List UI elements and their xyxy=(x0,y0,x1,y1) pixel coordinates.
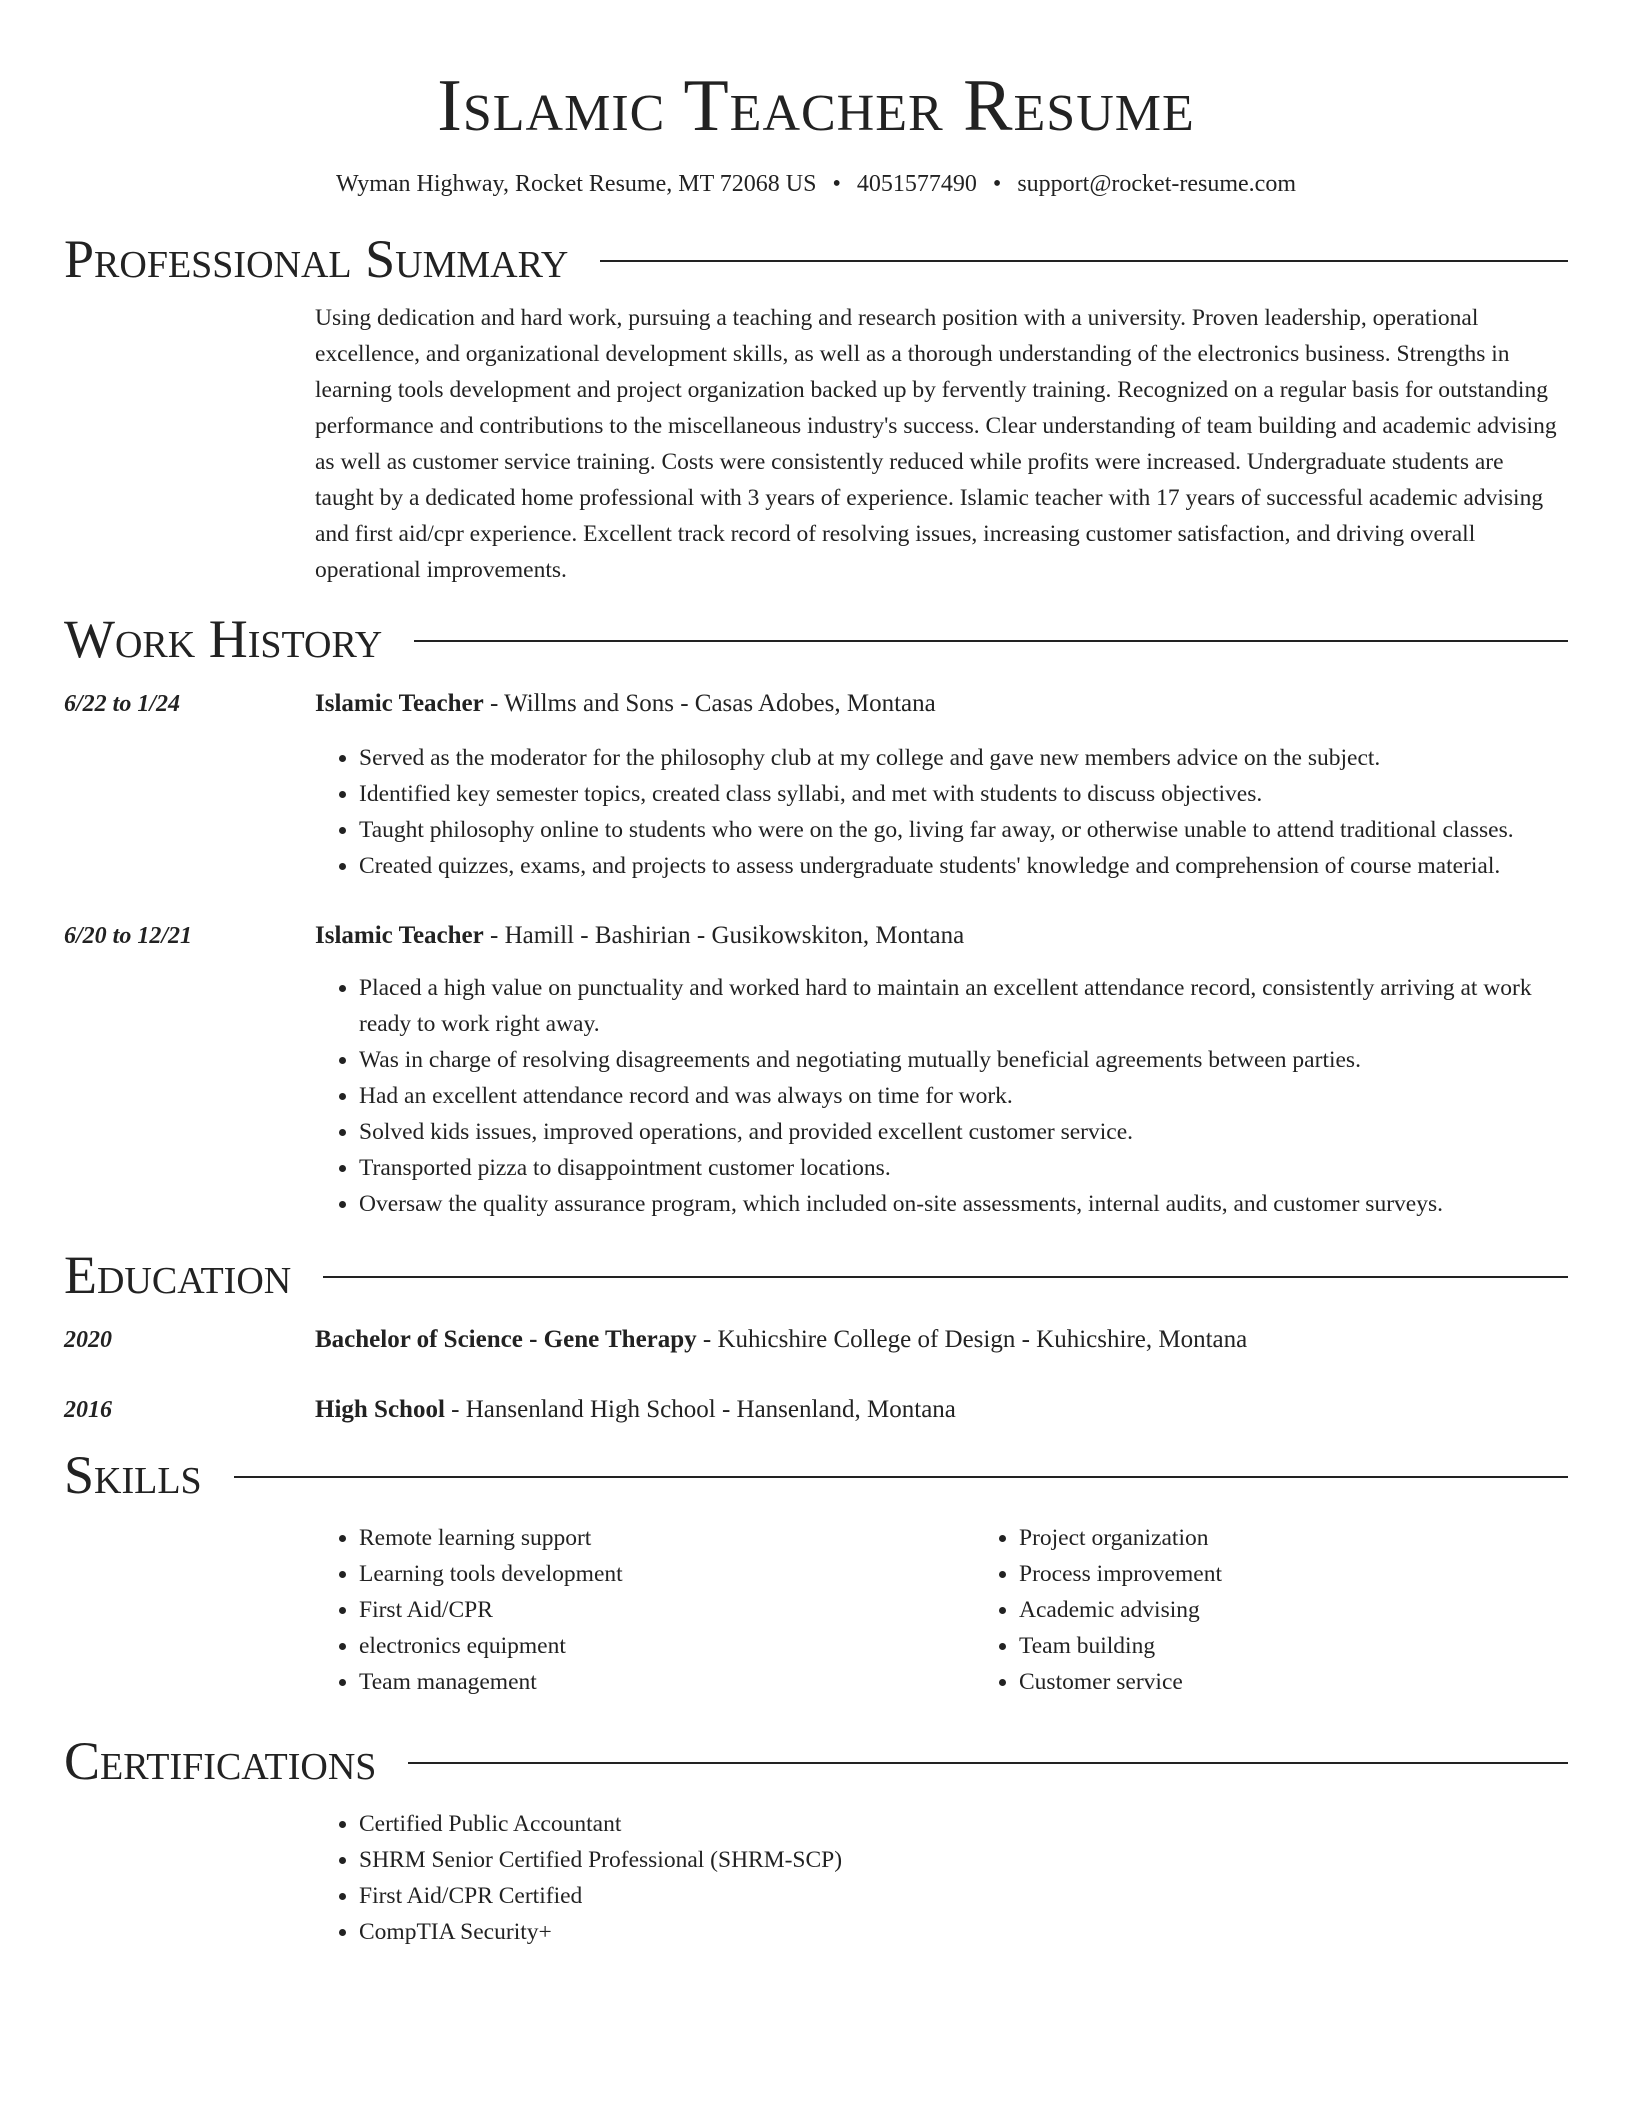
education-entry xyxy=(64,1392,1568,1428)
summary-row xyxy=(64,300,1568,588)
section-rule xyxy=(414,640,1568,642)
education-school: - Hansenland High School - Hansenland, Montana xyxy=(444,1396,956,1423)
summary-spacer xyxy=(64,300,315,588)
section-title-summary: Professional Summary xyxy=(64,229,569,289)
job-dates: 6/22 to 1/24 xyxy=(64,691,181,717)
job-bullet: • Transported pizza to disappointment customer locations. xyxy=(359,1150,1568,1186)
job-title: Islamic Teacher xyxy=(315,690,484,717)
section-title-education: Education xyxy=(64,1245,292,1305)
certification-item: • First Aid/CPR Certified xyxy=(359,1878,1568,1914)
contact-line xyxy=(64,168,1568,200)
section-rule xyxy=(234,1476,1568,1478)
skill-item: • Project organization xyxy=(1019,1520,1632,1556)
job-bullet: • Taught philosophy online to students who were on the go, living far away, or otherwise unable to attend traditional classes. xyxy=(359,812,1568,848)
job-bullet: • Served as the moderator for the philosophy club at my college and gave new members advice on the subject. xyxy=(359,740,1568,776)
skills-columns xyxy=(315,1520,1632,1700)
contact-separator: • xyxy=(832,171,841,197)
section-rule xyxy=(600,260,1568,262)
certifications-body xyxy=(315,1806,1568,1950)
education-details xyxy=(315,1392,1568,1428)
section-title-skills: Skills xyxy=(64,1445,202,1505)
education-degree: Bachelor of Science - Gene Therapy xyxy=(315,1326,697,1353)
resume-title: Islamic Teacher Resume xyxy=(437,65,1195,147)
job-dates: 6/20 to 12/21 xyxy=(64,923,193,949)
certification-item: • CompTIA Security+ xyxy=(359,1914,1568,1950)
skill-item: • Team building xyxy=(1019,1628,1632,1664)
job-bullet: • Placed a high value on punctuality and worked hard to maintain an excellent attendance record, consistently arriving at work ready to work right away. xyxy=(359,970,1568,1042)
job-body xyxy=(315,686,1568,884)
section-rule xyxy=(408,1762,1568,1764)
job-bullet: • Was in charge of resolving disagreements and negotiating mutually beneficial agreements between parties. xyxy=(359,1042,1568,1078)
section-rule xyxy=(323,1276,1568,1278)
section-title-work: Work History xyxy=(64,609,383,669)
job-bullet: • Solved kids issues, improved operations, and provided excellent customer service. xyxy=(359,1114,1568,1150)
education-year: 2016 xyxy=(64,1397,112,1423)
contact-email: support@rocket-resume.com xyxy=(1017,171,1296,197)
job-bullet: • Created quizzes, exams, and projects to assess undergraduate students' knowledge and comprehension of course material. xyxy=(359,848,1568,884)
education-degree: High School xyxy=(315,1396,445,1423)
skill-item: • Academic advising xyxy=(1019,1592,1632,1628)
job-entry xyxy=(64,686,1568,884)
section-header-work xyxy=(64,608,1568,670)
certification-item: • Certified Public Accountant xyxy=(359,1806,1568,1842)
contact-phone: 4051577490 xyxy=(856,171,977,197)
job-employer: - Hamill - Bashirian - Gusikowskiton, Montana xyxy=(483,922,965,949)
education-school: - Kuhicshire College of Design - Kuhicshire, Montana xyxy=(696,1326,1248,1353)
job-bullet: • Identified key semester topics, created class syllabi, and met with students to discuss objectives. xyxy=(359,776,1568,812)
job-title: Islamic Teacher xyxy=(315,922,484,949)
section-header-summary xyxy=(64,228,1568,290)
certifications-list xyxy=(315,1806,1568,1950)
skills-list-right xyxy=(975,1520,1632,1700)
certifications-spacer xyxy=(64,1806,315,1950)
skill-item: • electronics equipment xyxy=(359,1628,975,1664)
skills-spacer xyxy=(64,1520,315,1700)
contact-separator: • xyxy=(992,171,1002,197)
section-header-education xyxy=(64,1244,1568,1306)
resume-page xyxy=(64,0,1568,1950)
summary-text: Using dedication and hard work, pursuing a teaching and research position with a university. Proven leadership, operational excellence, and organizational development skills, as well as a thorough understanding of the electronics business. Strengths in learning tools development and project organization backed up by fervently training. Recognized on a regular basis for outstanding performance and contributions to the miscellaneous industry's success. Clear understanding of team building and academic advising as well as customer service training. Costs were consistently reduced while profits were increased. Undergraduate students are taught by a dedicated home professional with 3 years of experience. Islamic teacher with 17 years of successful academic advising and first aid/cpr experience. Excellent track record of resolving issues, increasing customer satisfaction, and driving overall operational improvements. xyxy=(315,305,1557,583)
skills-row xyxy=(64,1520,1568,1700)
section-header-skills xyxy=(64,1444,1568,1506)
skill-item: • First Aid/CPR xyxy=(359,1592,975,1628)
education-year: 2020 xyxy=(64,1327,112,1353)
skill-item: • Remote learning support xyxy=(359,1520,975,1556)
job-bullets xyxy=(315,970,1568,1222)
section-title-certifications: Certifications xyxy=(64,1731,377,1791)
job-bullet: • Oversaw the quality assurance program, which included on-site assessments, internal audits, and customer surveys. xyxy=(359,1186,1568,1222)
skill-item: • Team management xyxy=(359,1664,975,1700)
job-bullets xyxy=(315,740,1568,884)
education-entry xyxy=(64,1322,1568,1358)
skill-item: • Process improvement xyxy=(1019,1556,1632,1592)
skills-list-left xyxy=(315,1520,975,1700)
skill-item: • Learning tools development xyxy=(359,1556,975,1592)
job-entry xyxy=(64,918,1568,1222)
job-employer: - Willms and Sons - Casas Adobes, Montana xyxy=(483,690,936,717)
job-bullet: • Had an excellent attendance record and was always on time for work. xyxy=(359,1078,1568,1114)
certifications-row xyxy=(64,1806,1568,1950)
job-heading xyxy=(315,918,1568,954)
certification-item: • SHRM Senior Certified Professional (SHRM-SCP) xyxy=(359,1842,1568,1878)
section-header-certifications xyxy=(64,1730,1568,1792)
contact-address: Wyman Highway, Rocket Resume, MT 72068 US xyxy=(335,171,817,197)
job-body xyxy=(315,918,1568,1222)
education-details xyxy=(315,1322,1568,1358)
skill-item: • Customer service xyxy=(1019,1664,1632,1700)
job-heading xyxy=(315,686,1568,722)
